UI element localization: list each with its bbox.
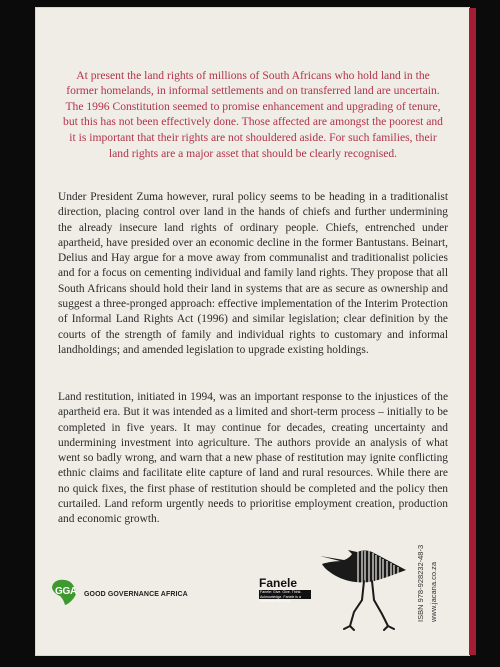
body-paragraph-2: Land restitution, initiated in 1994, was an important response to the injustices of the apartheid era. But it was intended as a limited and short-term process – initially to be completed in five years. It may continue for decades, creating uncertainty and undermining investment into agriculture. The authors provide an analysis of what went so badly wrong, and warn that a new phase of restitution may ignite conflicting ethnic claims and facilitate elite capture of land and rural resources. While there are no quick fixes, the first phase of restitution should be completed and the policy then curtailed. Land reform urgently needs to prioritise employment creation, production and economic growth. <box>58 391 448 526</box>
barcode-bird-icon <box>314 540 419 632</box>
publisher-url: www.jacana.co.za <box>429 561 438 622</box>
cover-edge <box>469 8 476 655</box>
gga-abbreviation: GGA <box>55 586 77 597</box>
fanele-logo <box>256 576 312 604</box>
gga-publisher-name: GOOD GOVERNANCE AFRICA <box>84 591 188 598</box>
fanele-tagline: Fanele: Give. Give. Think. Acknowledge. Fanele is a contemporary book <box>259 590 311 599</box>
fanele-name: Fanele <box>259 576 298 590</box>
body-paragraph-1: Under President Zuma however, rural policy seems to be heading in a traditionalist direction, placing control over land in the hands of chiefs and further undermining the already insecure land rights of ordinary people. Chiefs, entrenched under apartheid, have presided over an economic decline in the former Bantustans. Beinart, Delius and Hay argue for a move away from communalist and traditionalist policies and for a focus on cementing individual and family land rights. They propose that all South Africans should hold their land in systems that are as secure as ownership and suggest a three-pronged approach: effective implementation of the Interim Protection of Informal Land Rights Act (1996) and similar legislation; clear definition by the courts of the strength of family and individual rights to customary and informal landholdings; and amended legislation to upgrade existing holdings. <box>58 191 448 356</box>
back-cover <box>36 8 469 655</box>
isbn-number: ISBN 978-928232-48-3 <box>416 544 425 622</box>
cover-blurb: At present the land rights of millions of South Africans who hold land in the former homelands, in informal settlements and on transferred land are uncertain. The 1996 Constitution seemed to promise enhancement and upgrading of tenure, but this has not been effectively done. Those affected are amongst the poorest and it is important that their rights are not shouldered aside. For such families, their land rights are a major asset that should be clearly recognised. <box>63 68 443 160</box>
cover-footer <box>36 544 469 648</box>
